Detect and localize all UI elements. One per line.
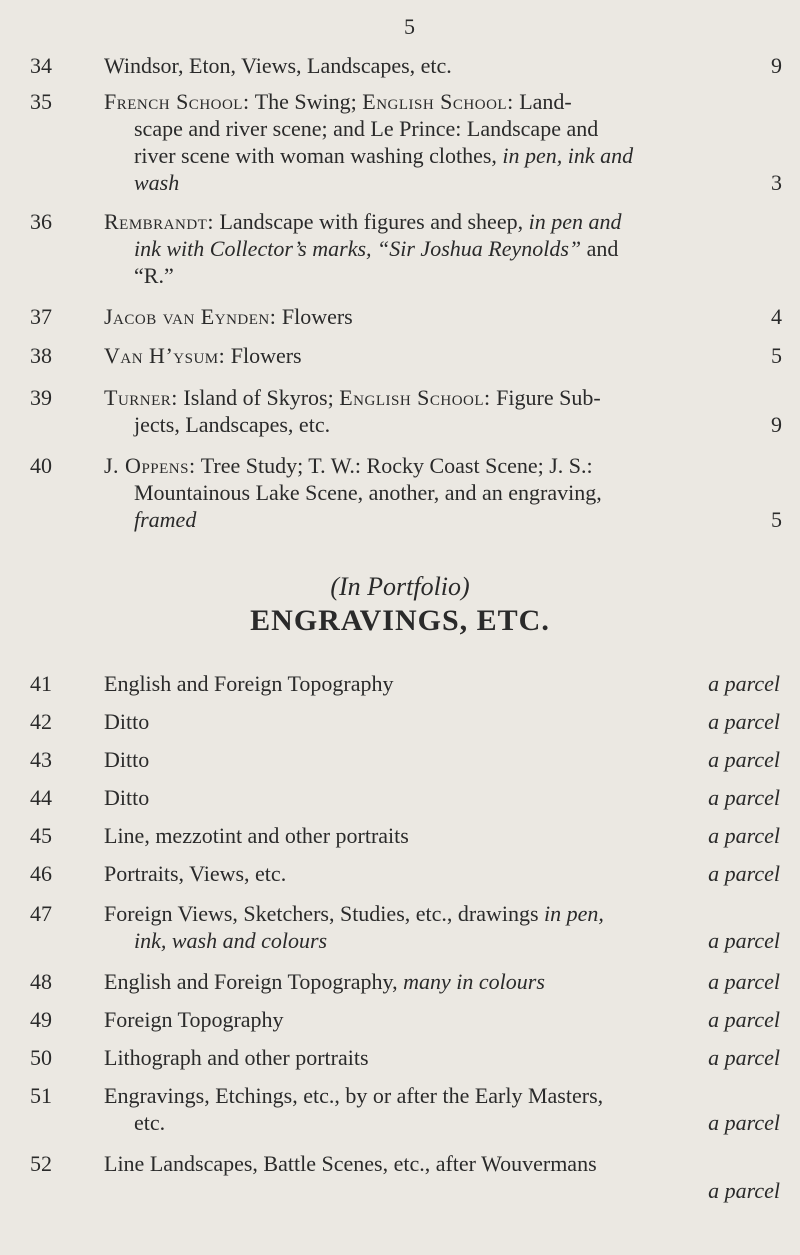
lot-number: 36 [30,209,52,234]
lot-quantity: 5 [771,507,782,532]
lot-description: Windsor, Eton, Views, Landscapes, etc. [104,53,452,78]
artist-name: Van H’ysum: [104,343,226,368]
lot-quantity: 3 [771,170,782,195]
artist-name: Jacob van Eynden: [104,304,277,329]
lot-quantity: a parcel [708,1007,780,1032]
lot-note: many in colours [403,969,545,994]
lot-quantity: a parcel [708,1110,780,1135]
page-number: 5 [404,14,415,39]
lot-description: Line, mezzotint and other portraits [104,823,409,848]
artist-name: J. Oppens: [104,453,196,478]
lot-quantity: a parcel [708,928,780,953]
artist-name: English School: [339,385,491,410]
lot-description: Foreign Views, Sketchers, Studies, etc., drawings [104,901,545,926]
section-subtitle: (In Portfolio) [330,572,470,601]
lot-description: jects, Landscapes, etc. [134,412,331,437]
lot-description: Line Landscapes, Battle Scenes, etc., after Wouvermans [104,1151,597,1176]
lot-quantity: 5 [771,343,782,368]
lot-number: 43 [30,747,52,772]
lot-description: Portraits, Views, etc. [104,861,287,886]
artist-name: French School: [104,89,250,114]
lot-number: 41 [30,671,52,696]
medium: wash [134,170,180,195]
artist-name: Rembrandt: [104,209,214,234]
artist-name: Turner: [104,385,178,410]
lot-number: 40 [30,453,52,478]
lot-number: 38 [30,343,52,368]
lot-quantity: 9 [771,53,782,78]
lot-number: 47 [30,901,52,926]
lot-number: 51 [30,1083,52,1108]
lot-number: 35 [30,89,52,114]
medium: in pen and [528,209,622,234]
lot-description: The Swing; [249,89,363,114]
lot-description: Land- [519,89,572,114]
lot-description: Figure Sub- [490,385,601,410]
lot-quantity: a parcel [708,969,780,994]
lot-description: Engravings, Etchings, etc., by or after the Early Masters, [104,1083,604,1108]
lot-description: scape and river scene; and Le Prince: Landscape and [134,116,599,141]
lot-number: 37 [30,304,52,329]
lot-number: 39 [30,385,52,410]
lot-description: “R.” [134,263,174,288]
lot-description: Island of Skyros; [177,385,340,410]
lot-quantity: a parcel [708,1045,780,1070]
lot-quantity: a parcel [708,747,780,772]
lot-quantity: a parcel [708,709,780,734]
lot-number: 52 [30,1151,52,1176]
lot-number: 48 [30,969,52,994]
lot-number: 45 [30,823,52,848]
lot-quantity: 9 [771,412,782,437]
lot-number: 42 [30,709,52,734]
lot-description: river scene with woman washing clothes, [134,143,503,168]
lot-quantity: a parcel [708,861,780,886]
lot-quantity: a parcel [708,1178,780,1203]
medium: in pen, [544,901,604,926]
medium: in pen, ink and [502,143,634,168]
section-title: ENGRAVINGS, ETC. [250,604,550,637]
lot-description: Tree Study; T. W.: Rocky Coast Scene; J. S.: [195,453,593,478]
lot-quantity: a parcel [708,785,780,810]
lot-description: etc. [134,1110,166,1135]
lot-description: English and Foreign Topography, [104,969,404,994]
lot-description: framed [134,507,197,532]
lot-number: 46 [30,861,52,886]
medium: ink with Collector’s marks, “Sir Joshua Reynolds” [134,236,582,261]
lot-description: Flowers [276,304,353,329]
lot-number: 50 [30,1045,52,1070]
lot-description: Mountainous Lake Scene, another, and an engraving, [134,480,602,505]
lot-quantity: a parcel [708,823,780,848]
lot-description: and [581,236,619,261]
lot-description: English and Foreign Topography [104,671,394,696]
lot-description: Foreign Topography [104,1007,284,1032]
lot-description: Flowers [225,343,302,368]
lot-description: Ditto [104,709,150,734]
lot-description: Landscape with figures and sheep, [213,209,529,234]
lot-number: 44 [30,785,52,810]
lot-description: Ditto [104,785,150,810]
medium: ink, wash and colours [134,928,328,953]
lot-number: 34 [30,53,52,78]
lot-number: 49 [30,1007,52,1032]
lot-quantity: 4 [771,304,782,329]
lot-description: Lithograph and other portraits [104,1045,369,1070]
lot-quantity: a parcel [708,671,780,696]
artist-name: English School: [362,89,514,114]
lot-description: Ditto [104,747,150,772]
